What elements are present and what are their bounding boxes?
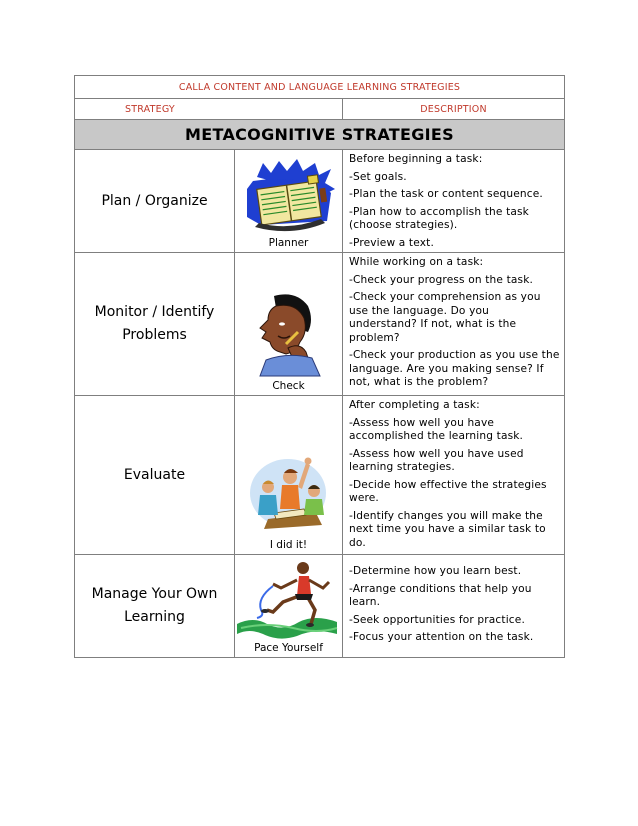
strategies-table: [74, 75, 565, 658]
section-title: METACOGNITIVE STRATEGIES: [75, 120, 565, 150]
column-header-description: DESCRIPTION: [343, 99, 565, 120]
strategy-name: Monitor / Identify Problems: [75, 253, 235, 396]
column-header-row: [75, 99, 565, 120]
strategy-name: Evaluate: [75, 396, 235, 555]
image-cell: [235, 555, 343, 658]
description-cell: [343, 396, 565, 555]
strategy-row-manage: [75, 555, 565, 658]
description-line: After completing a task:: [349, 399, 480, 411]
image-cell: [235, 396, 343, 555]
strategy-name: Plan / Organize: [75, 150, 235, 253]
runner-icon: [237, 558, 341, 642]
strategy-row-evaluate: [75, 396, 565, 555]
description-line: -Preview a text.: [349, 236, 434, 249]
table-title-row: [75, 76, 565, 99]
image-caption: Check: [272, 380, 305, 392]
description-line: -Check your comprehension as you use the language. Do you understand? If not, what is the problem?: [349, 291, 541, 344]
description-line: While working on a task:: [349, 256, 484, 268]
description-cell: [343, 555, 565, 658]
description-line: -Check your progress on the task.: [349, 273, 533, 286]
description-line: -Decide how effective the strategies were.: [349, 478, 547, 504]
image-caption: I did it!: [269, 539, 308, 551]
description-line: -Check your production as you use the language. Are you making sense? If not, what is the problem?: [349, 349, 560, 388]
strategy-name: Manage Your Own Learning: [75, 555, 235, 658]
image-caption: Planner: [268, 237, 309, 249]
image-cell: [235, 150, 343, 253]
raised-hand-students-icon: [246, 443, 332, 533]
description-line: -Arrange conditions that help you learn.: [349, 582, 532, 608]
strategy-row-plan: [75, 150, 565, 253]
description-line: -Assess how well you have used learning strategies.: [349, 447, 524, 473]
description-line: Before beginning a task:: [349, 153, 483, 165]
description-line: -Assess how well you have accomplished the learning task.: [349, 416, 524, 442]
planner-icon: [239, 159, 339, 237]
description-cell: [343, 150, 565, 253]
image-caption: Pace Yourself: [254, 642, 323, 654]
strategy-row-monitor: [75, 253, 565, 396]
section-row: [75, 120, 565, 150]
description-line: -Set goals.: [349, 170, 407, 183]
description-line: -Plan how to accomplish the task (choose strategies).: [349, 205, 529, 231]
image-cell: [235, 253, 343, 396]
description-cell: [343, 253, 565, 396]
table-title: CALLA CONTENT AND LANGUAGE LEARNING STRATEGIES: [75, 76, 565, 99]
description-line: -Plan the task or content sequence.: [349, 188, 543, 200]
description-line: -Determine how you learn best.: [349, 565, 522, 577]
thinking-person-icon: [252, 292, 326, 380]
description-line: -Focus your attention on the task.: [349, 631, 534, 643]
description-line: -Identify changes you will make the next time you have a similar task to do.: [349, 509, 546, 549]
column-header-strategy: STRATEGY: [75, 99, 343, 120]
description-line: -Seek opportunities for practice.: [349, 613, 525, 626]
